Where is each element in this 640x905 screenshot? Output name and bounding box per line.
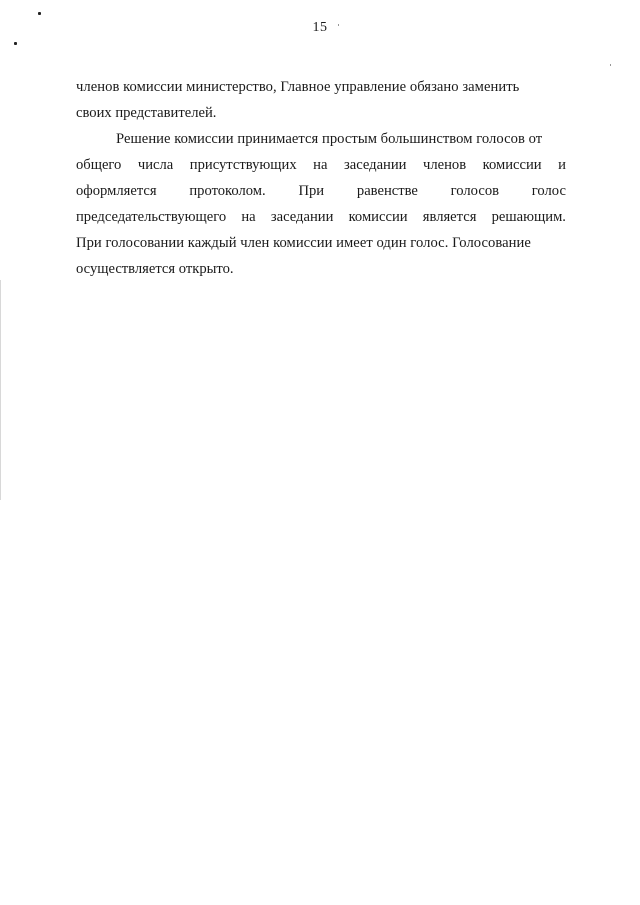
word: председательствующего xyxy=(76,209,227,225)
scan-speck xyxy=(610,64,611,66)
paragraph xyxy=(76,74,566,126)
word: равенстве xyxy=(356,183,418,199)
word: присутствующих xyxy=(189,157,297,173)
scan-speck xyxy=(14,42,17,45)
word: голос xyxy=(531,183,566,199)
word: общего xyxy=(76,157,122,173)
word: комиссии xyxy=(482,157,542,173)
word: и xyxy=(558,157,566,173)
page-number: 15 xyxy=(312,20,328,35)
word: заседании xyxy=(270,209,334,225)
justified-line xyxy=(76,204,566,230)
text-line: членов комиссии министерство, Главное управление обязано заменить xyxy=(76,79,520,95)
word: решающим. xyxy=(491,209,566,225)
text-line: Решение комиссии принимается простым большинством голосов от xyxy=(116,131,543,147)
word: является xyxy=(422,209,477,225)
text-line: своих представителей. xyxy=(76,105,217,121)
justified-line xyxy=(76,152,566,178)
word: на xyxy=(313,157,328,173)
word: числа xyxy=(137,157,174,173)
word: протоколом. xyxy=(189,183,266,199)
word: комиссии xyxy=(348,209,408,225)
word: голосов xyxy=(450,183,500,199)
document-body xyxy=(76,74,566,282)
text-line: При голосовании каждый член комиссии имеет один голос. Голосование xyxy=(76,235,531,251)
word: оформляется xyxy=(76,183,157,199)
text-line: осуществляется открыто. xyxy=(76,261,234,277)
paragraph xyxy=(76,126,566,282)
justified-line xyxy=(76,178,566,204)
word: членов xyxy=(423,157,467,173)
scan-edge-shadow xyxy=(0,280,1,500)
word: При xyxy=(298,183,325,199)
word: на xyxy=(241,209,256,225)
scan-speck xyxy=(38,12,41,15)
word: заседании xyxy=(343,157,407,173)
